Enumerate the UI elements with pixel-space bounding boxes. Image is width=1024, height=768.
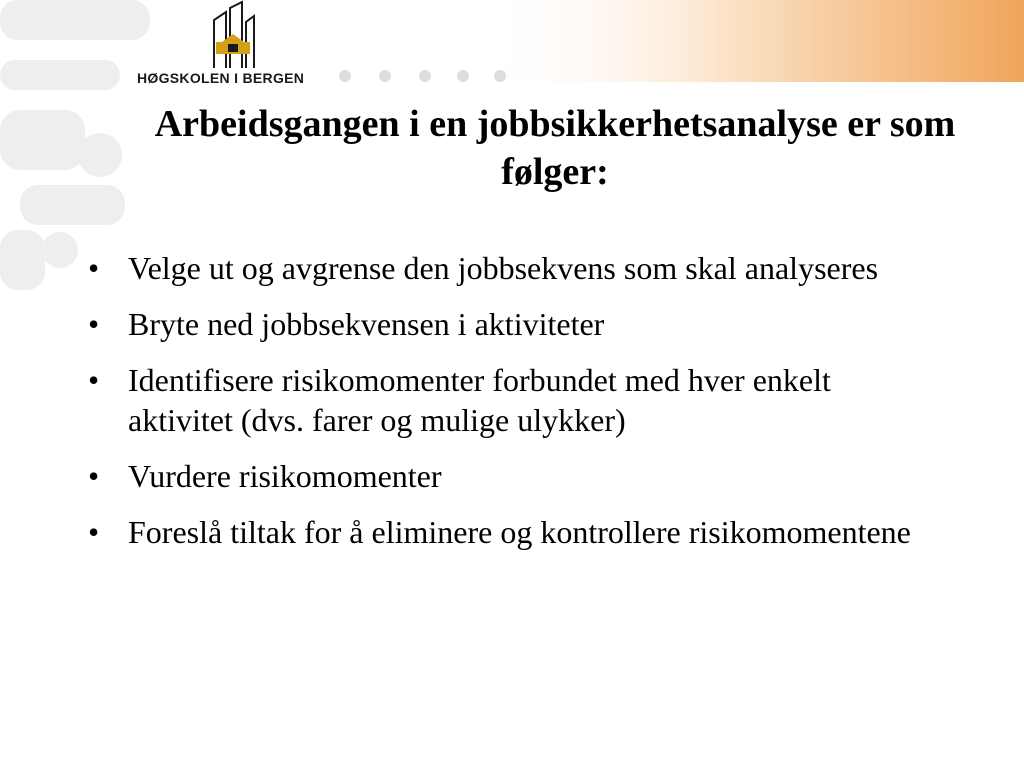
bullet-text: Velge ut og avgrense den jobbsekvens som skal analyseres <box>128 250 879 286</box>
slide-title: Arbeidsgangen i en jobbsikkerhetsanalyse er som følger: <box>154 103 956 193</box>
bullet-item <box>88 248 928 288</box>
bullet-marker: • <box>88 514 100 550</box>
bg-shape <box>20 185 125 225</box>
bullet-list <box>88 248 928 568</box>
bullet-text: Foreslå tiltak for å eliminere og kontrollere risikomomentene <box>128 514 911 550</box>
bullet-text: Identifisere risikomomenter forbundet med hver enkelt aktivitet (dvs. farer og mulige ulykker) <box>128 362 831 438</box>
bullet-marker: • <box>88 250 100 286</box>
bullet-marker: • <box>88 458 100 494</box>
bg-shape <box>42 232 78 268</box>
bullet-item <box>88 304 928 344</box>
bullet-item <box>88 456 928 496</box>
header-dots <box>335 68 515 84</box>
bg-shape <box>0 230 45 290</box>
bullet-item <box>88 512 928 552</box>
bullet-item <box>88 360 928 440</box>
header-gradient-band <box>480 0 1024 82</box>
bullet-marker: • <box>88 362 100 398</box>
bullet-text: Vurdere risikomomenter <box>128 458 442 494</box>
bullet-marker: • <box>88 306 100 342</box>
bg-shape <box>0 0 150 40</box>
bg-shape <box>0 110 85 170</box>
bg-shape <box>0 60 120 90</box>
bullet-text: Bryte ned jobbsekvensen i aktiviteter <box>128 306 605 342</box>
institution-name: HØGSKOLEN I BERGEN <box>137 70 305 86</box>
